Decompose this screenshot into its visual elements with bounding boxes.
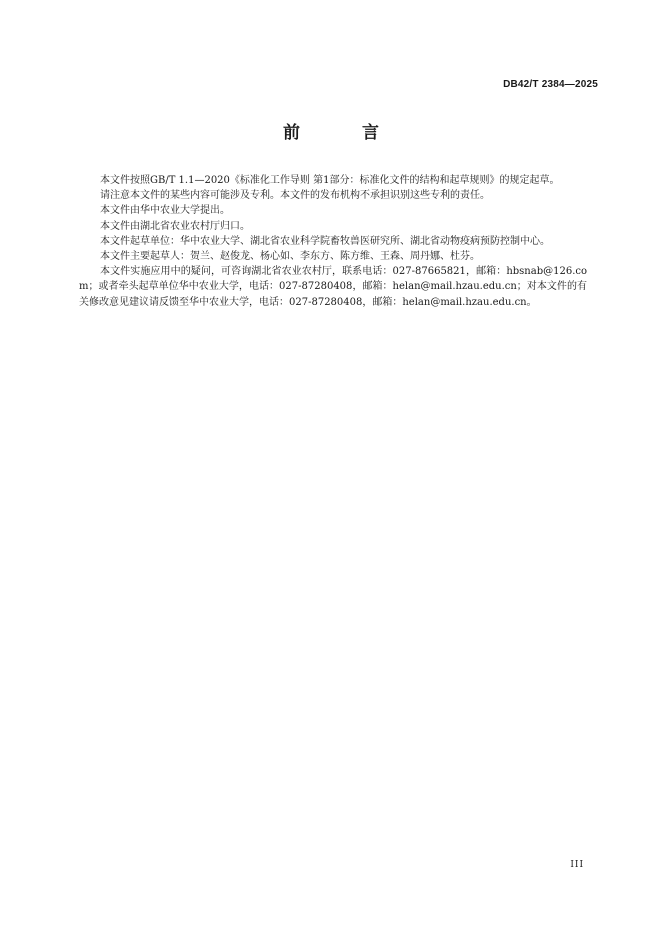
page-title: 前 言 [283,123,407,143]
page-number: III [570,860,584,870]
preface-body [79,173,587,310]
paragraph-drafting-units: 本文件起草单位：华中农业大学、湖北省农业科学院畜牧兽医研究所、湖北省动物疫病预防控制中心。 [100,235,550,247]
paragraph-main-drafters: 本文件主要起草人：贺兰、赵俊龙、杨心如、李东方、陈方维、王森、周丹娜、杜芬。 [100,251,480,263]
paragraph-centralized-unit: 本文件由湖北省农业农村厅归口。 [100,220,250,232]
document-code: DB42/T 2384—2025 [503,79,598,90]
paragraph-proposer: 本文件由华中农业大学提出。 [100,205,230,217]
paragraph-contact-info: 本文件实施应用中的疑问，可咨询湖北省农业农村厅，联系电话：027-87665821，邮箱：hbsnab@126.com；或者牵头起草单位华中农业大学，电话：027-87280408，邮箱：helan@mail.hzau.edu.cn；对本文件的有关修改意见建议请反馈至华中农业大学，电话：027-87280408，邮箱：helan@mail.hzau.edu.cn。 [79,266,587,308]
paragraph-drafting-rules: 本文件按照GB/T 1.1—2020《标准化工作导则 第1部分：标准化文件的结构和起草规则》的规定起草。 [100,175,560,186]
paragraph-patent-notice: 请注意本文件的某些内容可能涉及专利。本文件的发布机构不承担识别这些专利的责任。 [100,190,490,202]
